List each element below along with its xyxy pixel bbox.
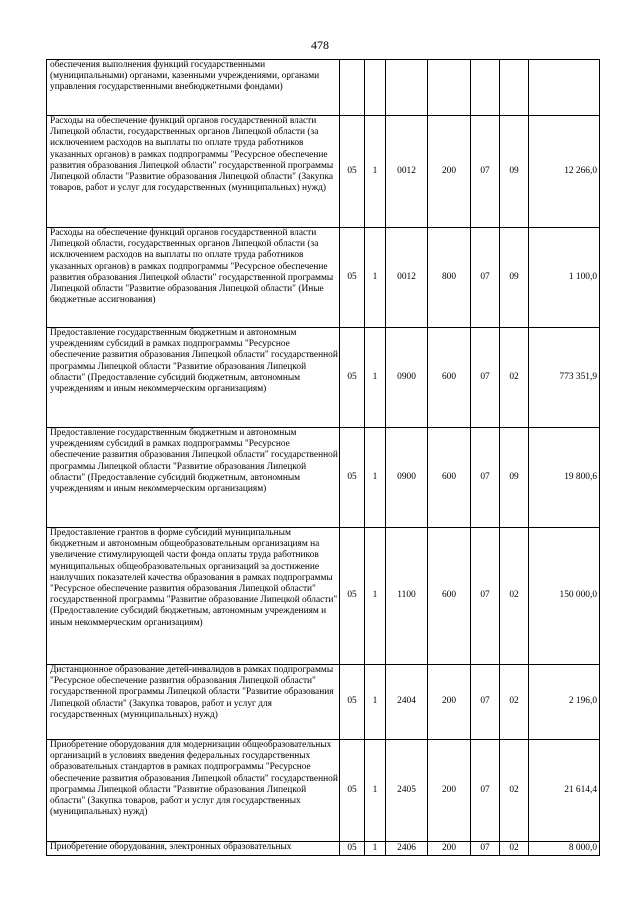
amount-value: 8 000,0 [529,842,600,856]
amount-value: 150 000,0 [529,528,600,665]
row-description: Дистанционное образование детей-инвалидов в рамках подпрограммы "Ресурсное обеспечение развития образования Липецкой области" государственной программы Липецкой области "Развитие образования Липецкой области" (Закупка товаров, работ и услуг для государственных (муниципальных) нужд) [47,665,340,740]
subprogram-code: 1 [365,328,386,428]
table-row [47,842,600,856]
subsection-code: 02 [500,842,529,856]
table-row [47,228,600,328]
row-description: Предоставление грантов в форме субсидий муниципальным бюджетным и автономным общеобразовательным организациям на увеличение стимулирующей части фонда оплаты труда работников муниципальных общеобразовательных организаций за достижение наилучших показателей качества образования в рамках подпрограммы "Ресурсное обеспечение развития образования Липецкой области" государственной программы "Развитие образование Липецкой области" (Предоставление субсидий бюджетным, автономным учреждениям и иным некоммерческим организациям) [47,528,340,665]
budget-table [46,59,600,856]
subprogram-code [365,60,386,116]
section-code: 07 [471,116,500,228]
row-description: Приобретение оборудования, электронных образовательных [47,842,340,856]
subsection-code [500,60,529,116]
amount-value: 21 614,4 [529,740,600,842]
subprogram-code: 1 [365,740,386,842]
section-code: 07 [471,665,500,740]
section-code: 07 [471,842,500,856]
subprogram-code: 1 [365,428,386,528]
table-row [47,116,600,228]
direction-code: 0900 [386,328,428,428]
direction-code: 2406 [386,842,428,856]
direction-code: 0012 [386,116,428,228]
subsection-code: 09 [500,116,529,228]
program-code: 05 [340,842,365,856]
program-code: 05 [340,665,365,740]
subprogram-code: 1 [365,528,386,665]
subsection-code: 02 [500,665,529,740]
amount-value: 1 100,0 [529,228,600,328]
subsection-code: 02 [500,528,529,665]
section-code: 07 [471,428,500,528]
direction-code: 2404 [386,665,428,740]
expense-type-code: 200 [428,842,471,856]
row-description: обеспечения выполнения функций государственными (муниципальными) органами, казенными учреждениями, органами управления государственными внебюджетными фондами) [47,60,340,116]
amount-value: 12 266,0 [529,116,600,228]
table-row [47,328,600,428]
row-description: Предоставление государственным бюджетным и автономным учреждениям субсидий в рамках подпрограммы "Ресурсное обеспечение развития образования Липецкой области" государственной программы Липецкой области "Развитие образования Липецкой области" (Предоставление субсидий бюджетным, автономным учреждениям и иным некоммерческим организациям) [47,328,340,428]
section-code: 07 [471,228,500,328]
direction-code: 0012 [386,228,428,328]
table-body [47,60,600,856]
section-code: 07 [471,528,500,665]
section-code [471,60,500,116]
row-description: Предоставление государственным бюджетным и автономным учреждениям субсидий в рамках подпрограммы "Ресурсное обеспечение развития образования Липецкой области" государственной программы Липецкой области "Развитие образования Липецкой области" (Предоставление субсидий бюджетным, автономным учреждениям и иным некоммерческим организациям) [47,428,340,528]
expense-type-code: 200 [428,740,471,842]
section-code: 07 [471,328,500,428]
subprogram-code: 1 [365,228,386,328]
subprogram-code: 1 [365,116,386,228]
expense-type-code: 600 [428,328,471,428]
table-row [47,428,600,528]
subprogram-code: 1 [365,665,386,740]
program-code: 05 [340,228,365,328]
program-code: 05 [340,528,365,665]
expense-type-code: 800 [428,228,471,328]
row-description: Расходы на обеспечение функций органов государственной власти Липецкой области, государственных органов Липецкой области (за исключением расходов на выплаты по оплате труда работников указанных органов) в рамках подпрограммы "Ресурсное обеспечение развития образования Липецкой области" государственной программы Липецкой области "Развитие образования Липецкой области" (Закупка товаров, работ и услуг для государственных (муниципальных) нужд) [47,116,340,228]
direction-code: 2405 [386,740,428,842]
program-code: 05 [340,328,365,428]
page-number: 478 [311,38,329,52]
expense-type-code: 600 [428,428,471,528]
expense-type-code: 200 [428,116,471,228]
program-code: 05 [340,116,365,228]
expense-type-code [428,60,471,116]
amount-value: 773 351,9 [529,328,600,428]
expense-type-code: 200 [428,665,471,740]
amount-value: 2 196,0 [529,665,600,740]
direction-code: 0900 [386,428,428,528]
table-row [47,665,600,740]
expense-type-code: 600 [428,528,471,665]
section-code: 07 [471,740,500,842]
row-description: Приобретение оборудования для модернизации общеобразовательных организаций в условиях введения федеральных государственных образовательных стандартов в рамках подпрограммы "Ресурсное обеспечение развития образования Липецкой области" государственной программы Липецкой области "Развитие образования Липецкой области" (Закупка товаров, работ и услуг для государственных (муниципальных) нужд) [47,740,340,842]
amount-value: 19 800,6 [529,428,600,528]
subsection-code: 09 [500,428,529,528]
table-row [47,740,600,842]
table-row [47,60,600,116]
row-description: Расходы на обеспечение функций органов государственной власти Липецкой области, государственных органов Липецкой области (за исключением расходов на выплаты по оплате труда работников указанных органов) в рамках подпрограммы "Ресурсное обеспечение развития образования Липецкой области" государственной программы Липецкой области "Развитие образования Липецкой области" (Иные бюджетные ассигнования) [47,228,340,328]
program-code: 05 [340,740,365,842]
subsection-code: 02 [500,740,529,842]
direction-code [386,60,428,116]
subprogram-code: 1 [365,842,386,856]
direction-code: 1100 [386,528,428,665]
program-code [340,60,365,116]
subsection-code: 09 [500,228,529,328]
table-row [47,528,600,665]
amount-value [529,60,600,116]
program-code: 05 [340,428,365,528]
subsection-code: 02 [500,328,529,428]
